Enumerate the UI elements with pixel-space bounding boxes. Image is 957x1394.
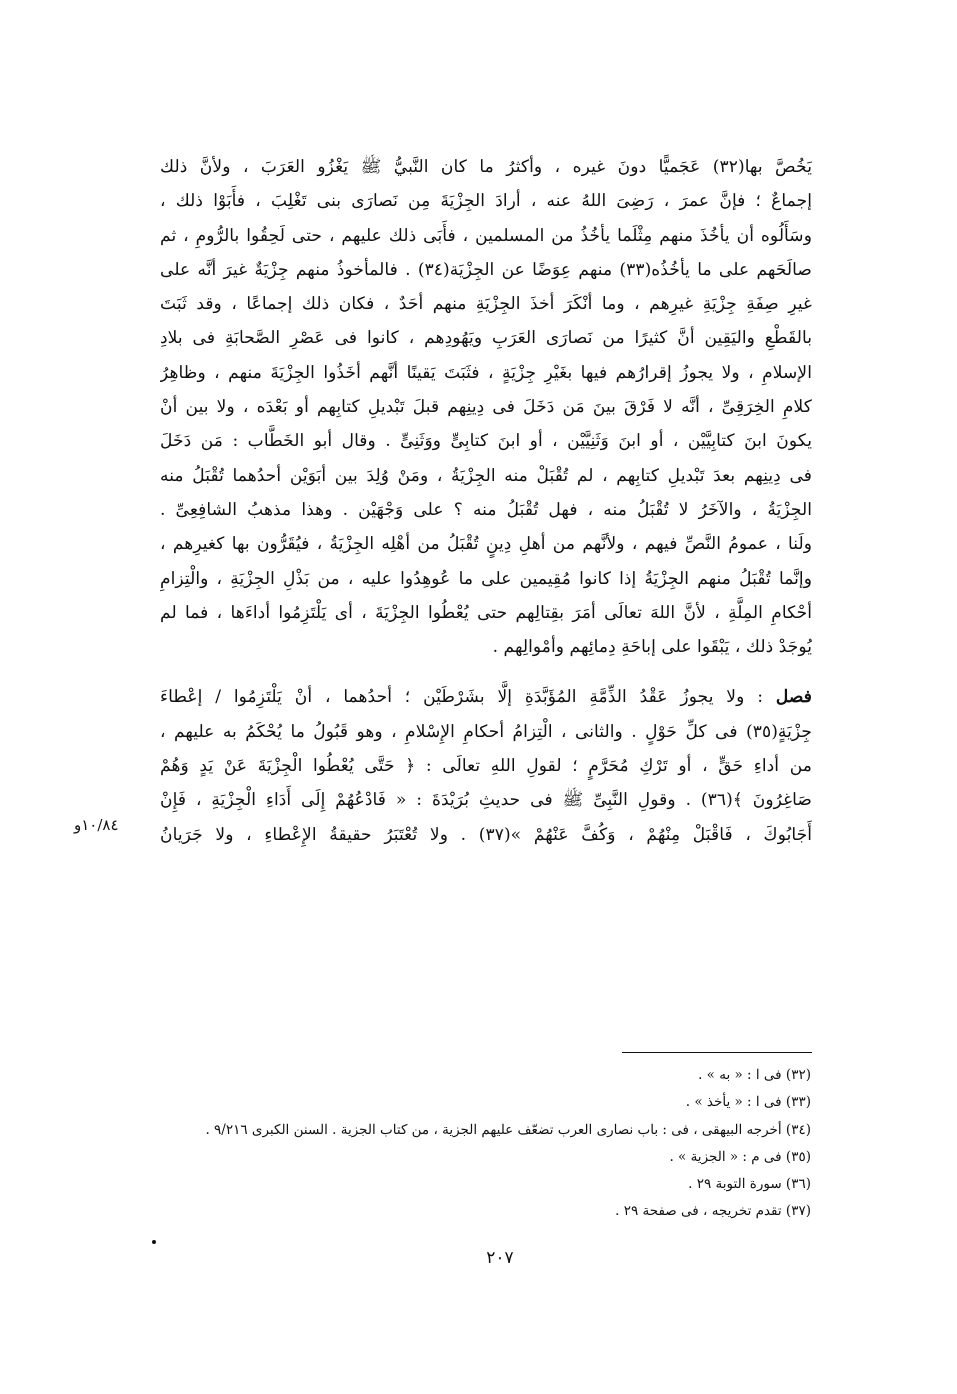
text-line: كلامِ الخِرَقِىِّ ، أنَّه لا فَرْقَ بينَ مَن دَخَلَ فى دِينِهم قبلَ تَبْديلِ كتابِهم أو بَعْدَه ، ولا بين أنْ bbox=[160, 397, 812, 418]
text-line: وإنَّما تُقْبَلُ منهم الجِزْيَةُ إذا كانوا مُقِيمين على ما عُوهِدُوا عليه ، من بَذْلِ الجِزْيَةِ ، والْتِزامِ bbox=[160, 568, 812, 589]
text-line: يكونَ ابنَ كتابِيَّيْن ، أو ابنَ وَثَنِيَّيْن ، أو ابنَ كتابِىٍّ ووَثَنِىٍّ . وقال أبو الخَطَّاب : مَن دَخَلَ bbox=[160, 431, 812, 452]
footnote-divider bbox=[622, 1052, 812, 1053]
text-line: وسَأَلُوه أن يأخُذَ منهم مِثْلَما يأخُذُ من المسلمين ، فأَبَى ذلك عليهم ، حتى لَحِقُوا بالرُّومِ ، ثم bbox=[160, 225, 812, 246]
footnotes bbox=[171, 1062, 811, 1226]
manuscript-folio-note: ١٠/٨٤و bbox=[74, 816, 119, 834]
main-text-block bbox=[160, 150, 812, 852]
text-line: يَخُصَّ بها(٣٢) عَجَميًّا دونَ غيره ، وأكثرُ ما كان النَّبيُّ ﷺ يَغْزُو العَرَبَ ، ولأنَّ ذلك bbox=[160, 157, 812, 177]
paragraph-gap bbox=[160, 664, 812, 680]
text-line: فى دِينِهم بعدَ تَبْديلِ كتابِهم ، لم تُقْبَلْ منه الجِزْيَةُ ، ومَنْ وُلِدَ بين أبَوَيْن أحدُهما تُقْبَلُ منه bbox=[160, 465, 812, 486]
footnote: (٣٦) سورة التوبة ٢٩ . bbox=[688, 1176, 811, 1193]
text-line: أَجَابُوكَ ، فَاقْبَلْ مِنْهُمْ ، وَكُفَّ عَنْهُمْ »(٣٧) . ولا تُعْتَبَرُ حقيقةُ الإِعْطاءِ ، ولا جَرَيانُ bbox=[160, 824, 812, 845]
text-line: غيرِ صِفَةِ جِزْيَةِ غيرِهم ، وما أنْكَرَ أخذَ الجِزْيَةِ منهم أحَدٌ ، فكان ذلك إجماعًا ، وقد ثَبَتَ bbox=[160, 294, 812, 315]
text-line: صَاغِرُونَ ﴾(٣٦) . وقولِ النَّبِىِّ ﷺ فى حديثِ بُرَيْدَةَ : « فَادْعُهُمْ إِلَى أَدَاءِ الْجِزْيَةِ ، فَإِنْ bbox=[160, 790, 812, 811]
text-line: صالَحَهم على ما يأخُذُه(٣٣) منهم عِوَضًا عن الجِزْيَة(٣٤) . فالمأخوذُ منهم جِزْيَةٌ غيرَ أنَّه على bbox=[160, 259, 812, 280]
paragraph-1 bbox=[160, 150, 812, 664]
text-line: الجِزْيَةُ ، والآخَرُ لا تُقْبَلُ منه ، فهل تُقْبَلُ منه ؟ على وَجْهَيْن . وهذا مذهبُ الشافِعِىِّ . bbox=[160, 499, 812, 520]
footnote: (٣٧) تقدم تخريجه ، فى صفحة ٢٩ . bbox=[615, 1203, 811, 1220]
text-line: أحْكامِ المِلَّةِ ، لأنَّ اللهَ تعالَى أمَرَ بقِتالِهم حتى يُعْطُوا الجِزْيَةَ ، أى يَلْتَزِمُوا أداءَها ، فما لم bbox=[160, 602, 812, 623]
text-line: من أداءِ حَقٍّ ، أو تَرْكِ مُحَرَّمٍ ؛ لقولِ اللهِ تعالَى : ﴿ حَتَّى يُعْطُوا الْجِزْيَةَ عَنْ يَدٍ وَهُمْ bbox=[160, 756, 812, 777]
page-number: ٢٠٧ bbox=[486, 1248, 514, 1268]
text-line: يُوجَدْ ذلك ، يَبْقَوا على إباحَةِ دِمائِهم وأمْوالِهم . bbox=[492, 637, 812, 658]
section-heading-word: فصل bbox=[775, 687, 812, 708]
footnote: (٣٣) فى ا : « يأخذ » . bbox=[685, 1094, 811, 1111]
text-line: ولَنا ، عمومُ النَّصِّ فيهم ، ولأنَّهم من أهلِ دِينٍ تُقْبَلُ من أهْلِه الجِزْيَةُ ، فيُقَرُّون بها كغيرِهم ، bbox=[160, 534, 812, 555]
stray-dot bbox=[152, 1240, 156, 1244]
paragraph-fasl bbox=[160, 680, 812, 851]
text-line: بالقَطْعِ واليَقِين أنَّ كثيرًا من نَصارَى العَرَبِ ويَهُودِهم ، كانوا فى عَصْرِ الصَّحابَةِ فى بلادِ bbox=[160, 328, 812, 349]
text-line: الإسلامِ ، ولا يجوزُ إقرارُهم فيها بغَيْرِ جِزْيَةٍ ، فثَبَتَ يَقينًا أنَّهم أخَذُوا الجِزْيَةَ منهم ، وظاهِرُ bbox=[160, 362, 812, 383]
fasl-first-line bbox=[160, 680, 812, 714]
footnote: (٣٤) أخرجه البيهقى ، فى : باب نصارى العرب تضعّف عليهم الجزية ، من كتاب الجزية . السنن الكبرى ٩/٢١٦ . bbox=[205, 1121, 811, 1138]
footnote: (٣٥) فى م : « الجزية » . bbox=[669, 1148, 811, 1165]
footnote: (٣٢) فى ا : « به » . bbox=[698, 1067, 811, 1083]
text-line: إجماعٌ ؛ فإنَّ عمرَ ، رَضِىَ اللهُ عنه ، أرادَ الجِزْيَةَ مِن نَصارَى بنى تَغْلِبَ ، فأَبَوْا ذلك ، bbox=[160, 191, 812, 212]
fasl-first-line-text: : ولا يجوزُ عَقْدُ الذِّمَّةِ المُؤَبَّدَةِ إلَّا بشَرْطَيْن ؛ أحدُهما ، أنْ يَلْتَزِمُوا / إعْطاءَ bbox=[160, 687, 776, 708]
text-line: جِزْيَةٍ(٣٥) فى كلِّ حَوْلٍ . والثانى ، الْتِزامُ أحكامِ الإِسْلامِ ، وهو قَبُولُ ما يُحْكَمُ به عليهم ، bbox=[160, 721, 812, 742]
